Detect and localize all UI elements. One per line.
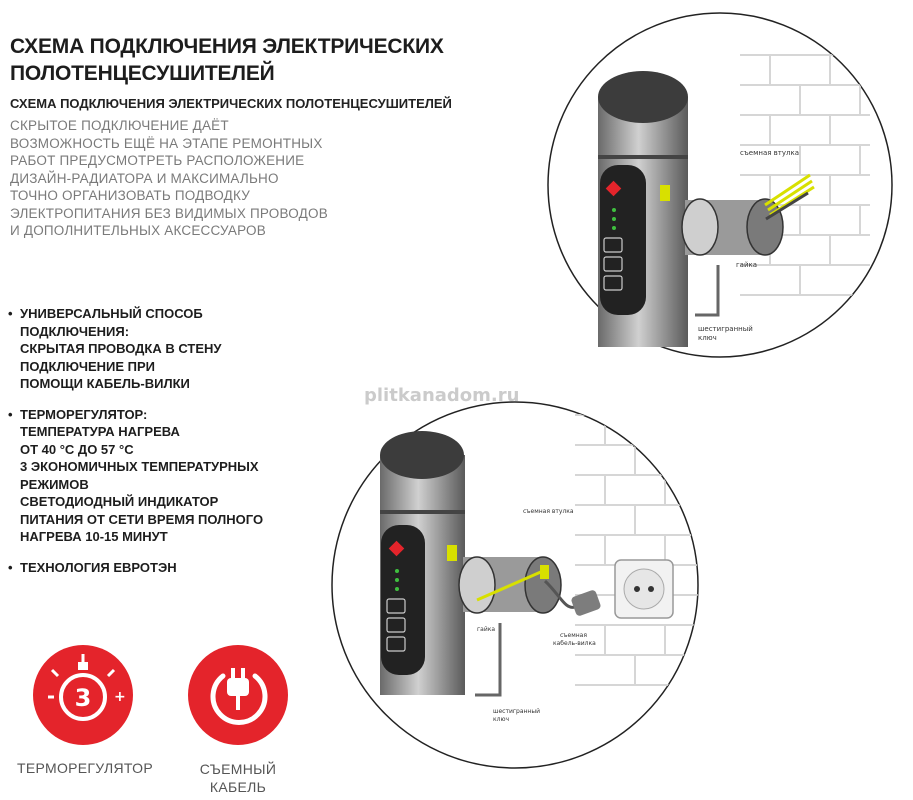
label-key: ключ — [698, 334, 717, 342]
feature-list — [8, 305, 338, 589]
feature-line: ОТ 40 °С ДО 57 °С — [20, 441, 134, 457]
ground-terminal-icon — [660, 185, 670, 201]
diagram-top-hidden-wiring — [540, 5, 900, 365]
intro-line: ТОЧНО ОРГАНИЗОВАТЬ ПОДВОДКУ — [10, 188, 251, 203]
feature-line: СВЕТОДИОДНЫЙ ИНДИКАТОР — [20, 494, 219, 509]
ground-terminal-icon — [447, 545, 457, 561]
label-key: шестигранный — [698, 325, 753, 333]
feature-item-euroten — [8, 559, 338, 577]
label-nut: гайка — [477, 626, 496, 633]
feature-line: ТЕМПЕРАТУРА НАГРЕВА — [20, 424, 180, 439]
label-cable-plug: съемная — [560, 632, 587, 639]
intro-line: И ДОПОЛНИТЕЛЬНЫХ АКСЕССУАРОВ — [10, 223, 266, 238]
subtitle: СХЕМА ПОДКЛЮЧЕНИЯ ЭЛЕКТРИЧЕСКИХ ПОЛОТЕНЦЕСУШИТЕЛЕЙ — [10, 96, 452, 111]
intro-line: ДИЗАЙН-РАДИАТОРА И МАКСИМАЛЬНО — [10, 170, 279, 186]
label-key: шестигранный — [493, 708, 540, 715]
feature-line: РЕЖИМОВ — [20, 476, 89, 492]
cable-badge-label — [178, 760, 298, 796]
label-cable-plug: кабель-вилка — [553, 640, 596, 647]
thermostat-level-number: 3 — [74, 684, 92, 712]
feature-line: • УНИВЕРСАЛЬНЫЙ СПОСОБ — [20, 306, 203, 321]
cable-badge — [183, 640, 293, 750]
dial-knob-icon — [78, 662, 88, 670]
feature-line: ПОДКЛЮЧЕНИЯ: — [20, 323, 130, 339]
label-key: ключ — [493, 716, 510, 723]
diagram-bottom-plug-wiring — [325, 395, 705, 775]
thermostat-badge — [28, 640, 138, 750]
feature-line: • ТЕХНОЛОГИЯ ЕВРОТЭН — [20, 559, 177, 575]
feature-line: ПОДКЛЮЧЕНИЕ ПРИ — [20, 358, 156, 374]
heater-top-cap — [598, 71, 688, 123]
watermark: plitkanadom.ru — [364, 385, 520, 406]
feature-line: ПИТАНИЯ ОТ СЕТИ ВРЕМЯ ПОЛНОГО — [20, 511, 264, 527]
feature-line: НАГРЕВА 10-15 МИНУТ — [20, 529, 168, 544]
cable-label-line: КАБЕЛЬ — [209, 779, 267, 795]
feature-line: • ТЕРМОРЕГУЛЯТОР: — [20, 406, 148, 422]
plus-icon: + — [114, 689, 126, 705]
label-nut: гайка — [736, 261, 758, 269]
intro-line: РАБОТ ПРЕДУСМОТРЕТЬ РАСПОЛОЖЕНИЕ — [10, 153, 305, 168]
feature-line: 3 ЭКОНОМИЧНЫХ ТЕМПЕРАТУРНЫХ — [20, 459, 259, 474]
feature-item-thermostat — [8, 406, 338, 546]
label-sleeve: съемная втулка — [740, 149, 800, 157]
intro-text — [10, 117, 380, 240]
ground-terminal-icon — [540, 565, 549, 579]
label-sleeve: съемная втулка — [523, 508, 574, 515]
page-title: СХЕМА ПОДКЛЮЧЕНИЯ ЭЛЕКТРИЧЕСКИХ ПОЛОТЕНЦЕСУШИТЕЛЕЙ — [10, 35, 444, 85]
feature-line: ПОМОЩИ КАБЕЛЬ-ВИЛКИ — [20, 376, 190, 391]
heater-top-cap — [380, 431, 464, 479]
feature-item-connection — [8, 305, 338, 393]
thermostat-badge-label: ТЕРМОРЕГУЛЯТОР — [17, 760, 153, 776]
intro-line: ЭЛЕКТРОПИТАНИЯ БЕЗ ВИДИМЫХ ПРОВОДОВ — [10, 205, 328, 221]
plug-icon — [227, 678, 249, 696]
intro-line: СКРЫТОЕ ПОДКЛЮЧЕНИЕ ДАЁТ — [10, 118, 229, 133]
intro-line: ВОЗМОЖНОСТЬ ЕЩЁ НА ЭТАПЕ РЕМОНТНЫХ — [10, 135, 323, 151]
feature-line: СКРЫТАЯ ПРОВОДКА В СТЕНУ — [20, 341, 222, 356]
cable-label-line: СЪЕМНЫЙ — [199, 761, 277, 777]
